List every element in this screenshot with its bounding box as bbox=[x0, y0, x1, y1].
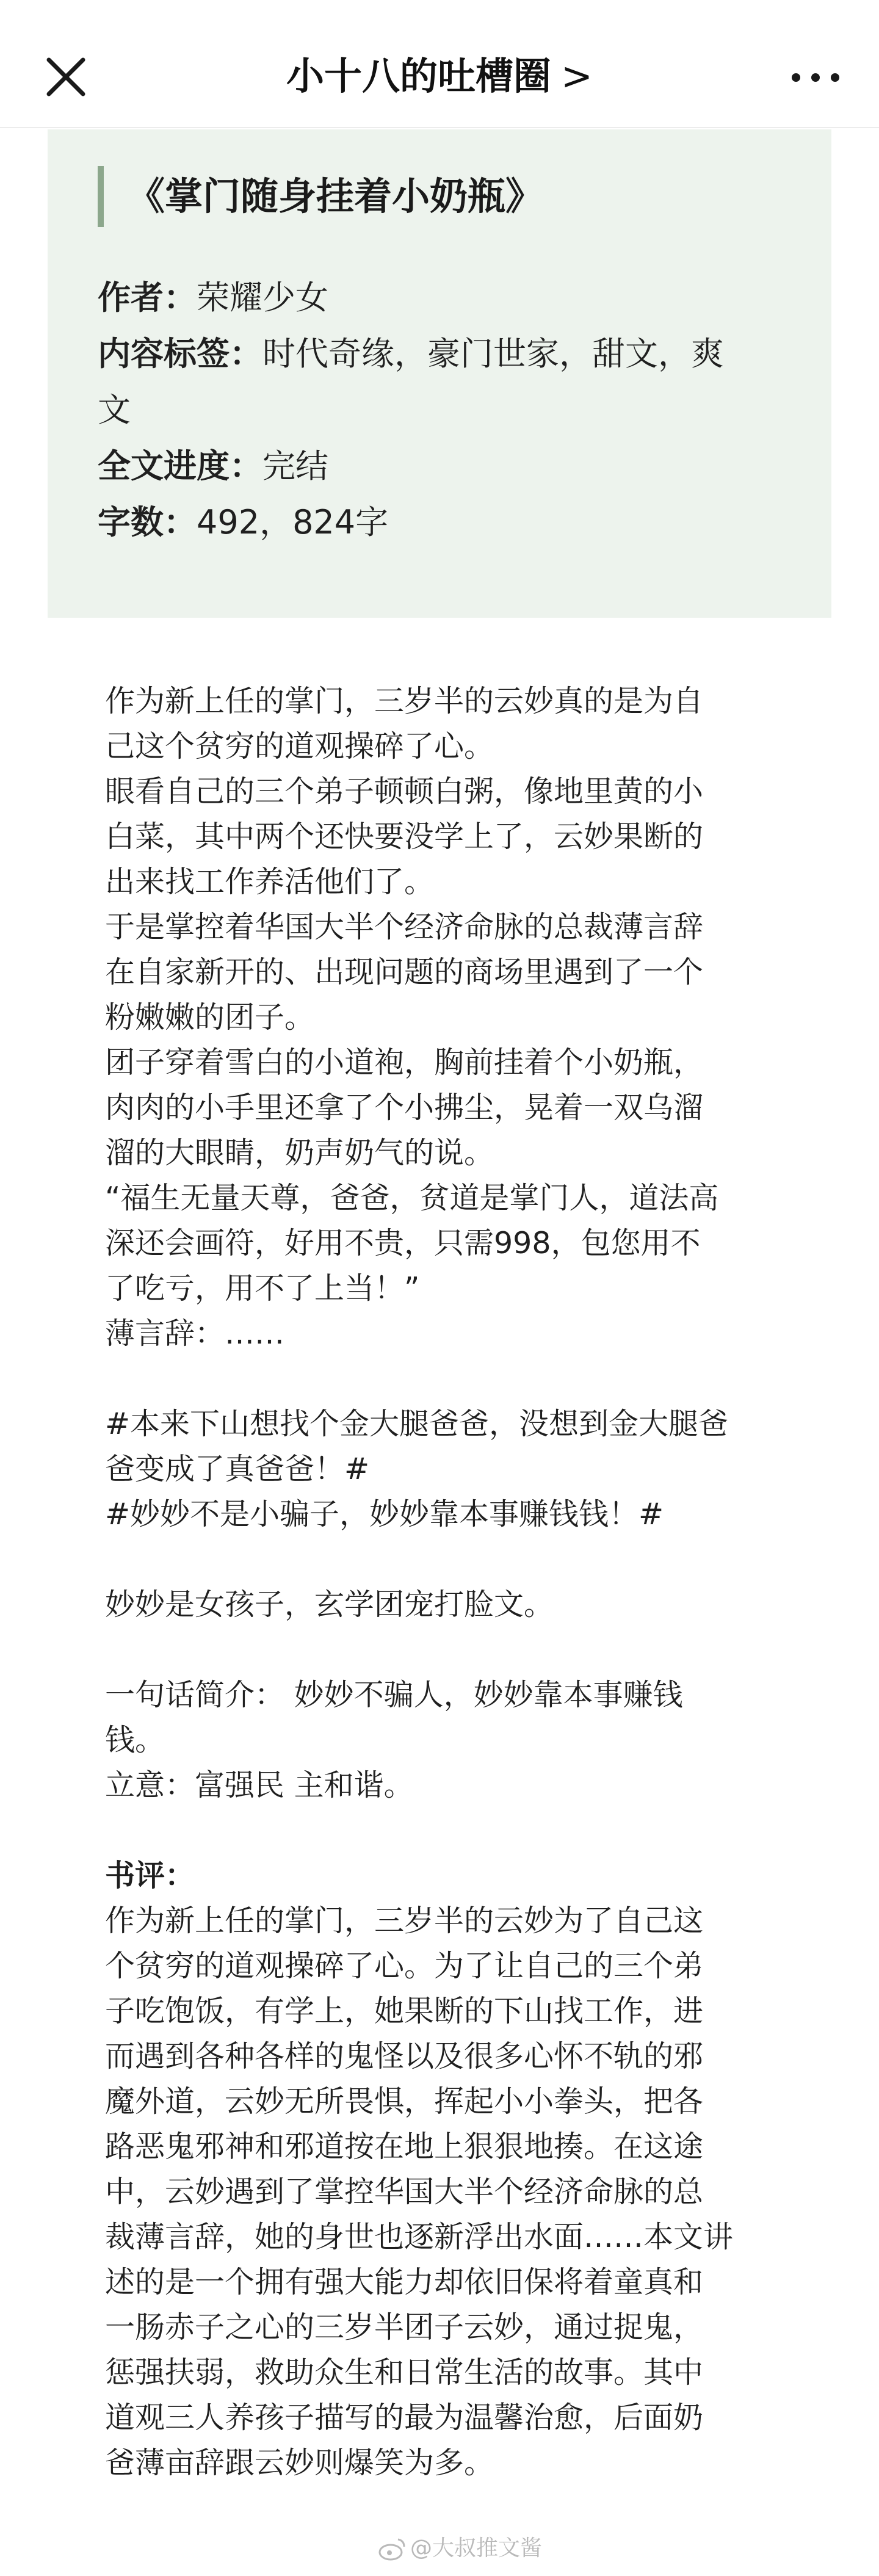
top-navigation-bar bbox=[0, 0, 879, 128]
watermark bbox=[378, 2533, 542, 2564]
body-line: “福生无量天尊，爸爸，贫道是掌门人，道法高 bbox=[105, 1181, 719, 1215]
body-line: 白菜，其中两个还快要没学上了，云妙果断的 bbox=[105, 819, 704, 854]
body-line: 在自家新开的、出现问题的商场里遇到了一个 bbox=[105, 955, 704, 990]
body-line: 子吃饱饭，有学上，她果断的下山找工作，进 bbox=[105, 1994, 704, 2028]
book-info-card bbox=[48, 129, 831, 618]
body-line: 而遇到各种各样的鬼怪以及很多心怀不轨的邪 bbox=[105, 2039, 704, 2074]
body-line: 肉肉的小手里还拿了个小拂尘，晃着一双乌溜 bbox=[105, 1090, 704, 1125]
body-line: 爸变成了真爸爸！# bbox=[105, 1452, 370, 1486]
author-value: 荣耀少女 bbox=[197, 278, 328, 317]
body-line: 己这个贫穷的道观操碎了心。 bbox=[105, 729, 494, 764]
chevron-right-icon: > bbox=[561, 54, 593, 98]
author-label: 作者： bbox=[98, 278, 197, 317]
body-line: 道观三人养孩子描写的最为温馨治愈，后面奶 bbox=[105, 2400, 704, 2435]
body-line: 溜的大眼睛，奶声奶气的说。 bbox=[105, 1135, 494, 1170]
body-line: 一肠赤子之心的三岁半团子云妙，通过捉鬼， bbox=[105, 2310, 704, 2345]
body-line: 眼看自己的三个弟子顿顿白粥，像地里黄的小 bbox=[105, 774, 704, 809]
body-line: 出来找工作养活他们了。 bbox=[105, 864, 435, 899]
body-line: #妙妙不是小骗子，妙妙靠本事赚钱钱！# bbox=[105, 1497, 664, 1532]
author-row bbox=[98, 270, 800, 326]
more-dots-icon[interactable] bbox=[790, 68, 841, 87]
body-line: 爸薄亩辞跟云妙则爆笑为多。 bbox=[105, 2445, 494, 2480]
progress-value: 完结 bbox=[262, 447, 328, 485]
body-line: 粉嫩嫩的团子。 bbox=[105, 1000, 315, 1035]
body-line: #本来下山想找个金大腿爸爸，没想到金大腿爸 bbox=[105, 1406, 729, 1441]
body-line: 于是掌控着华国大半个经济命脉的总裁薄言辞 bbox=[105, 910, 704, 944]
body-line: 述的是一个拥有强大能力却依旧保将着童真和 bbox=[105, 2265, 704, 2299]
page-title: 小十八的吐槽圈 bbox=[286, 54, 552, 98]
book-meta bbox=[98, 270, 800, 551]
body-line: 团子穿着雪白的小道袍，胸前挂着个小奶瓶， bbox=[105, 1045, 704, 1080]
wordcount-value: 492，824字 bbox=[197, 503, 389, 541]
blank-line bbox=[105, 1808, 776, 1853]
wordcount-label: 字数： bbox=[98, 503, 197, 541]
body-line: 书评： bbox=[105, 1858, 195, 1893]
body-line: 妙妙是女孩子，玄学团宠打脸文。 bbox=[105, 1587, 554, 1622]
body-line: 立意：富强民 主和谐。 bbox=[105, 1768, 414, 1803]
weibo-icon bbox=[378, 2537, 407, 2561]
body-line: 钱。 bbox=[105, 1723, 165, 1757]
article-body bbox=[105, 679, 776, 2486]
tags-label: 内容标签： bbox=[98, 335, 262, 373]
blank-line bbox=[105, 1627, 776, 1673]
progress-label: 全文进度： bbox=[98, 447, 262, 485]
tags-row-continued: 文 bbox=[98, 391, 131, 429]
watermark-text: @大叔推文酱 bbox=[410, 2536, 543, 2561]
body-line: 作为新上任的掌门，三岁半的云妙真的是为自 bbox=[105, 684, 704, 718]
body-line: 裁薄言辞，她的身世也逐新浮出水面……本文讲 bbox=[105, 2220, 734, 2254]
book-title: 《掌门随身挂着小奶瓶》 bbox=[98, 166, 543, 227]
progress-row bbox=[98, 438, 800, 494]
body-line: 个贫穷的道观操碎了心。为了让自己的三个弟 bbox=[105, 1948, 704, 1983]
blank-line bbox=[105, 1356, 776, 1402]
page-title-link[interactable] bbox=[0, 49, 879, 104]
blank-line bbox=[105, 1537, 776, 1582]
body-line: 作为新上任的掌门，三岁半的云妙为了自己这 bbox=[105, 1903, 704, 1938]
body-line: 魔外道，云妙无所畏惧，挥起小小拳头，把各 bbox=[105, 2084, 704, 2119]
tags-row bbox=[98, 326, 800, 382]
wordcount-row bbox=[98, 494, 800, 551]
body-line: 路恶鬼邪神和邪道按在地上狠狠地揍。在这途 bbox=[105, 2129, 704, 2164]
body-line: 薄言辞：…… bbox=[105, 1316, 285, 1351]
body-line: 惩强扶弱，救助众生和日常生活的故事。其中 bbox=[105, 2355, 704, 2390]
body-line: 了吃亏，用不了上当！” bbox=[105, 1271, 420, 1306]
body-line: 中，云妙遇到了掌控华国大半个经济命脉的总 bbox=[105, 2174, 704, 2209]
tags-value: 时代奇缘，豪门世家，甜文，爽 bbox=[262, 335, 724, 373]
body-line: 一句话简介： 妙妙不骗人，妙妙靠本事赚钱 bbox=[105, 1677, 683, 1712]
body-line: 深还会画符，好用不贵，只需998，包您用不 bbox=[105, 1226, 701, 1261]
